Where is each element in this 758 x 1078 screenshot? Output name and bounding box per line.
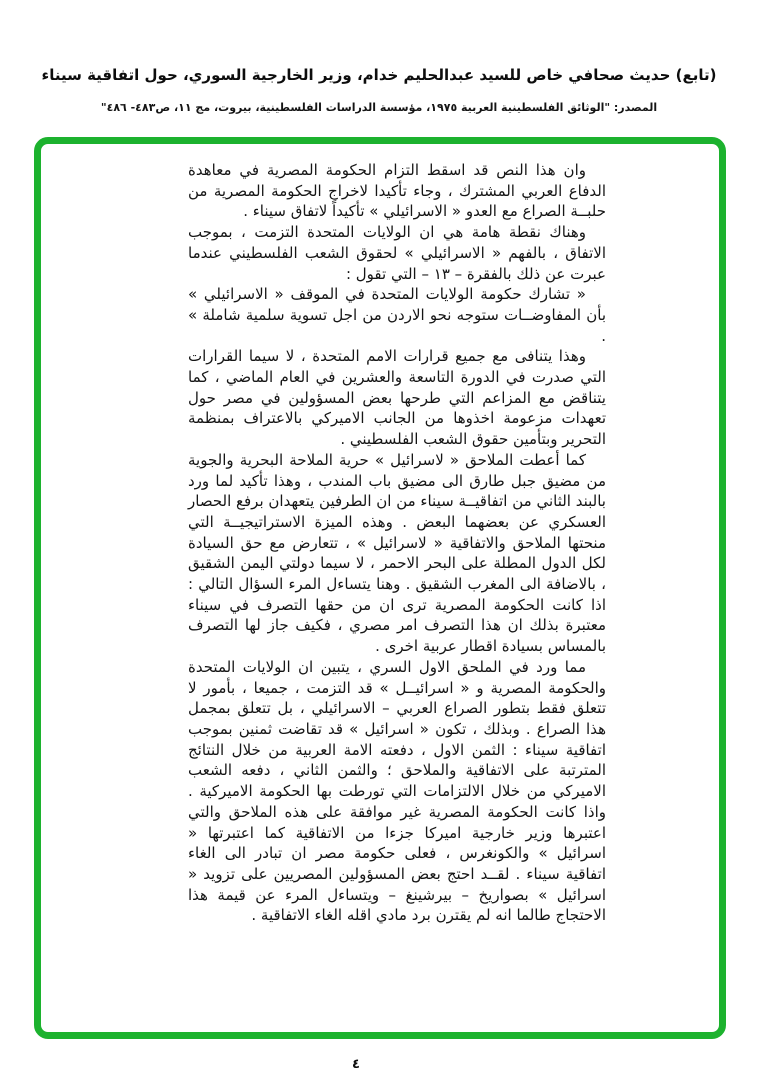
body-paragraph: وهناك نقطة هامة هي ان الولايات المتحدة التزمت ، بموجب الاتفاق ، بالفهم « الاسرائيلي » لحقوق الشعب الفلسطيني عندما عبرت عن ذلك بالفقرة – ١٣ – التي تقول : <box>188 223 606 283</box>
body-paragraph: كما أعطت الملاحق « لاسرائيل » حرية الملاحة البحرية والجوية من مضيق جبل طارق الى مضيق باب المندب ، وهذا تأكيد لما ورد بالبند الثاني من اتفاقيــة سيناء من ان الطرفين يتعهدان برفع الحصار العسكري عن بعضهما البعض . وهذه الميزة الاستراتيجيــة التي منحتها الملاحق والاتفاقية « لاسرائيل » ، تتعارض مع حق السيادة لكل الدول المطلة على البحر الاحمر ، لا سيما دولتي اليمن الشقيق ، بالاضافة الى المغرب الشقيق . وهنا يتساءل المرء السؤال التالي : اذا كانت الحكومة المصرية ترى ان من حقها التصرف في سيناء معتبرة بذلك ان هذا التصرف امر مصري ، فكيف جاز لها التصرف بالمساس بسيادة اقطار عربية اخرى . <box>188 450 606 656</box>
body-text <box>188 160 606 926</box>
body-paragraph: « تشارك حكومة الولايات المتحدة في الموقف « الاسرائيلي » بأن المفاوضــات ستوجه نحو الاردن من اجل تسوية سلمية شاملة » . <box>188 285 606 345</box>
page-title: (تابع) حديث صحافي خاص للسيد عبدالحليم خدام، وزير الخارجية السوري، حول اتفاقية سيناء <box>41 66 717 84</box>
page-number: ٤ <box>352 1057 360 1072</box>
body-paragraph: وان هذا النص قد اسقط التزام الحكومة المصرية في معاهدة الدفاع العربي المشترك ، وجاء تأكيدا لاخراج الحكومة المصرية من حلبــة الصراع مع العدو « الاسرائيلي » تأكيداً لاتفاق سيناء . <box>188 161 606 221</box>
body-paragraph: مما ورد في الملحق الاول السري ، يتبين ان الولايات المتحدة والحكومة المصرية و « اسرائيــل » قد التزمت ، جميعا ، بأمور لا تتعلق فقط بتطور الصراع العربي – الاسرائيلي ، بل تتعلق بمجمل هذا الصراع . وبذلك ، تكون « اسرائيل » قد تقاضت ثمنين بموجب اتفاقية سيناء : الثمن الاول ، دفعته الامة العربية من خلال النتائج المترتبة على الاتفاقية والملاحق ؛ والثمن الثاني ، دفعه الشعب الاميركي من خلال الالتزامات التي تورطت بها الحكومة الاميركية . واذا كانت الحكومة المصرية غير موافقة على هذه الملاحق والتي اعتبرها وزير خارجية اميركا جزءا من الاتفاقية كما اعتبرتها « اسرائيل » والكونغرس ، فعلى حكومة مصر ان تبادر الى الغاء اتفاقية سيناء . لقــد احتج بعض المسؤولين المصريين على تزويد « اسرائيل » بصواريخ – بيرشينغ – ويتساءل المرء عن قيمة هذا الاحتجاج طالما انه لم يقترن برد مادي اقله الغاء الاتفاقية . <box>188 657 606 925</box>
body-paragraph: وهذا يتنافى مع جميع قرارات الامم المتحدة ، لا سيما القرارات التي صدرت في الدورة التاسعة والعشرين في العام الماضي ، كما يتناقض مع المزاعم التي طرحها بعض المسؤولين في مصر حول تعهدات مزعومة اخذوها من الجانب الاميركي بالاعتراف بمنظمة التحرير وبتأمين حقوق الشعب الفلسطيني . <box>188 347 606 449</box>
source-line: المصدر: "الوثائق الفلسطينية العربية ١٩٧٥، مؤسسة الدراسات الفلسطينية، بيروت، مج ١١، ص٤٨٣- ٤٨٦" <box>100 101 658 114</box>
